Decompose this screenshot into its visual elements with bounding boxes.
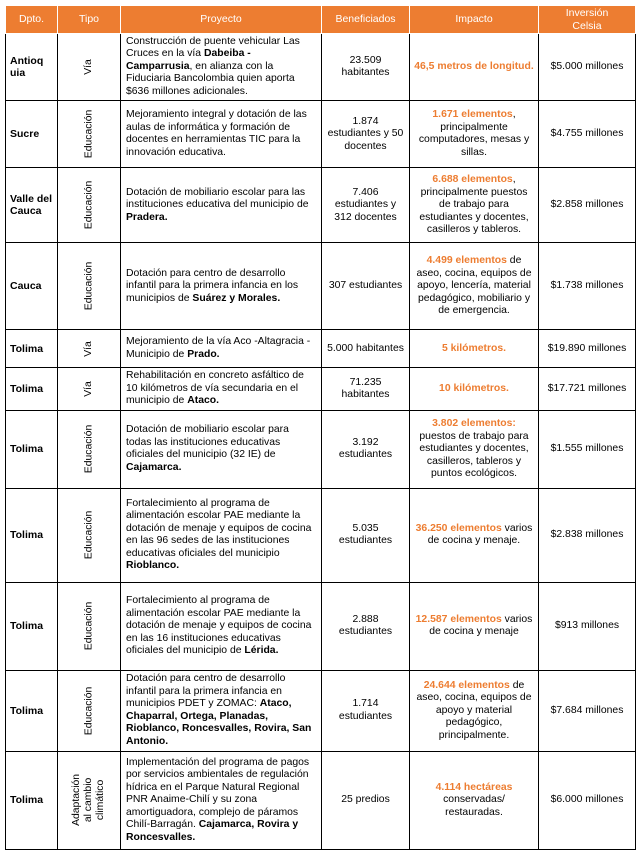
table-row <box>6 243 636 330</box>
investment-table <box>5 5 636 850</box>
cell-impacto <box>410 488 539 582</box>
cell-beneficiados: 25 predios <box>322 751 410 849</box>
cell-tipo <box>58 410 121 488</box>
cell-proyecto <box>121 751 322 849</box>
impacto-text: de aseo, cocina, equipos de apoyo y material pedagógico, principalmente. <box>416 679 532 741</box>
cell-inversion: $913 millones <box>539 582 636 670</box>
proyecto-text: Fortalecimiento al programa de alimentación escolar PAE mediante la dotación de menaje y equipos de cocina en las 16 instituciones educativas oficiales del municipio de <box>126 595 312 657</box>
table-row <box>6 582 636 670</box>
cell-impacto <box>410 330 539 368</box>
cell-inversion: $7.684 millones <box>539 670 636 751</box>
impacto-highlight: 4.114 hectáreas <box>435 781 513 793</box>
cell-impacto <box>410 34 539 101</box>
cell-dpto: Tolima <box>6 670 58 751</box>
cell-beneficiados: 1.874 estudiantes y 50 docentes <box>322 101 410 168</box>
cell-impacto <box>410 368 539 410</box>
header-proyecto: Proyecto <box>121 6 322 34</box>
cell-tipo <box>58 168 121 243</box>
proyecto-text: Dotación de mobiliario escolar para todas las instituciones educativas oficiales del municipio (32 IE) de <box>126 424 289 461</box>
cell-tipo-text: Vía <box>83 59 95 75</box>
table-body <box>6 34 636 850</box>
cell-proyecto <box>121 168 322 243</box>
cell-inversion: $5.000 millones <box>539 34 636 101</box>
cell-inversion: $19.890 millones <box>539 330 636 368</box>
proyecto-text: Cajamarca, Rovira y Roncesvalles. <box>126 819 299 843</box>
header-dpto: Dpto. <box>6 6 58 34</box>
proyecto-text: Prado. <box>187 348 220 360</box>
cell-beneficiados: 2.888 estudiantes <box>322 582 410 670</box>
cell-impacto <box>410 243 539 330</box>
cell-proyecto <box>121 368 322 410</box>
impacto-highlight: 24.644 elementos <box>423 679 510 691</box>
cell-tipo <box>58 34 121 101</box>
cell-inversion: $1.738 millones <box>539 243 636 330</box>
cell-beneficiados: 23.509 habitantes <box>322 34 410 101</box>
proyecto-text: Rioblanco. <box>126 560 180 572</box>
impacto-highlight: 12.587 elementos <box>415 613 502 625</box>
cell-proyecto <box>121 670 322 751</box>
proyecto-text: Construcción de puente vehicular Las Cruces en la vía <box>126 36 300 60</box>
cell-inversion: $17.721 millones <box>539 368 636 410</box>
proyecto-text: Dotación de mobiliario escolar para las instituciones educativa del municipio de <box>126 186 309 211</box>
cell-proyecto <box>121 101 322 168</box>
proyecto-text: Dabeiba - Camparrusia <box>126 48 251 72</box>
cell-dpto: Tolima <box>6 410 58 488</box>
cell-beneficiados: 7.406 estudiantes y 312 docentes <box>322 168 410 243</box>
cell-dpto: Valle del Cauca <box>6 168 58 243</box>
header-inversion <box>539 6 636 34</box>
cell-tipo <box>58 330 121 368</box>
cell-tipo <box>58 101 121 168</box>
cell-inversion: $4.755 millones <box>539 101 636 168</box>
cell-dpto: Tolima <box>6 582 58 670</box>
cell-inversion: $2.858 millones <box>539 168 636 243</box>
header-beneficiados: Beneficiados <box>322 6 410 34</box>
header-inversion-line2: Celsia <box>572 19 602 32</box>
cell-tipo-text: Educación <box>83 510 95 560</box>
table-row <box>6 751 636 849</box>
impacto-text: varios de cocina y menaje <box>429 613 533 638</box>
cell-dpto: Tolima <box>6 488 58 582</box>
proyecto-text: Mejoramiento de la vía Aco -Altagracia - Municipio de <box>126 336 311 360</box>
cell-tipo-text: Vía <box>83 340 95 357</box>
table-row <box>6 101 636 168</box>
cell-proyecto <box>121 330 322 368</box>
proyecto-text: Cajamarca. <box>126 461 182 473</box>
cell-tipo-text: Adaptación al cambio climático <box>71 774 106 827</box>
cell-tipo-text: Educación <box>83 261 95 311</box>
cell-dpto: Antioq uia <box>6 34 58 101</box>
proyecto-text: , en alianza con la Fiduciaria Bancolombia quien aporta $636 millones adicionales. <box>126 60 295 97</box>
impacto-highlight: 10 kilómetros. <box>439 382 509 394</box>
cell-tipo <box>58 488 121 582</box>
impacto-text: conservadas/ restauradas. <box>443 794 505 818</box>
cell-inversion: $1.555 millones <box>539 410 636 488</box>
proyecto-text: Ataco. <box>187 395 219 407</box>
impacto-text: varios de cocina y menaje. <box>427 522 533 547</box>
impacto-highlight: 5 kilómetros. <box>441 342 507 354</box>
table-row <box>6 368 636 410</box>
cell-tipo-text: Educación <box>83 601 95 651</box>
header-tipo: Tipo <box>58 6 121 34</box>
cell-beneficiados: 5.035 estudiantes <box>322 488 410 582</box>
table-row <box>6 34 636 101</box>
cell-beneficiados: 3.192 estudiantes <box>322 410 410 488</box>
cell-inversion: $6.000 millones <box>539 751 636 849</box>
cell-tipo <box>58 582 121 670</box>
cell-tipo-text: Educación <box>83 109 95 159</box>
table-row <box>6 410 636 488</box>
cell-proyecto <box>121 410 322 488</box>
cell-tipo-text: Educación <box>83 424 95 474</box>
cell-proyecto <box>121 488 322 582</box>
cell-impacto <box>410 168 539 243</box>
impacto-highlight: 6.688 elementos <box>432 174 513 186</box>
cell-proyecto <box>121 243 322 330</box>
proyecto-text: Ataco, Chaparral, Ortega, Planadas, Rioblanco, Roncesvalles, Rovira, San Antonio. <box>126 698 312 747</box>
proyecto-text: Fortalecimiento al programa de alimentación escolar PAE mediante la dotación de menaje y equipos de cocina en las 96 sedes de las instituciones educativas oficiales del municipio <box>126 497 312 559</box>
cell-impacto <box>410 101 539 168</box>
proyecto-text: Implementación del programa de pagos por servicios ambientales de regulación hídrica en el Parque Natural Regional PNR Anaime-Chilí y su zona amortiguadora, complejo de páramos Chilí-Barragán. <box>126 756 310 831</box>
cell-tipo-text: Educación <box>83 686 95 735</box>
impacto-text: puestos de trabajo para estudiantes y docentes, casilleros, tableros y puntos ecológicos. <box>419 430 529 480</box>
table-row <box>6 488 636 582</box>
cell-tipo <box>58 368 121 410</box>
header-row <box>6 6 636 34</box>
cell-impacto <box>410 410 539 488</box>
impacto-text: de aseo, cocina, equipos de apoyo, lencería, material pedagógico, mobiliario y de emergencia. <box>416 255 532 317</box>
header-impacto: Impacto <box>410 6 539 34</box>
cell-inversion: $2.838 millones <box>539 488 636 582</box>
proyecto-text: Suárez y Morales. <box>192 292 281 304</box>
cell-dpto: Tolima <box>6 751 58 849</box>
table-row <box>6 168 636 243</box>
proyecto-text: Lérida. <box>244 645 279 657</box>
cell-dpto: Cauca <box>6 243 58 330</box>
cell-tipo-text: Educación <box>83 180 95 230</box>
cell-proyecto <box>121 582 322 670</box>
impacto-highlight: 36.250 elementos <box>415 522 502 534</box>
cell-beneficiados: 1.714 estudiantes <box>322 670 410 751</box>
proyecto-text: Dotación para centro de desarrollo infantil para la primera infancia en los municipios de <box>126 267 299 304</box>
table-row <box>6 670 636 751</box>
cell-tipo <box>58 670 121 751</box>
proyecto-text: Rehabilitación en concreto asfáltico de 10 kilómetros de vía secundaria en el municipio de <box>126 370 304 407</box>
cell-impacto <box>410 582 539 670</box>
cell-dpto: Tolima <box>6 330 58 368</box>
proyecto-text: Dotación para centro de desarrollo infantil para la primera infancia en municipios PDET y ZOMAC: <box>126 673 286 710</box>
impacto-highlight: 46,5 metros de longitud. <box>414 60 534 72</box>
cell-tipo <box>58 243 121 330</box>
cell-impacto <box>410 670 539 751</box>
cell-beneficiados: 307 estudiantes <box>322 243 410 330</box>
table-row <box>6 330 636 368</box>
cell-dpto: Tolima <box>6 368 58 410</box>
proyecto-text: Mejoramiento integral y dotación de las aulas de informática y formación de docentes en herramientas TIC para la innovación educativa. <box>126 109 307 158</box>
cell-impacto <box>410 751 539 849</box>
header-inversion-line1: Inversión <box>565 7 609 20</box>
impacto-text: , principalmente computadores, mesas y sillas. <box>418 109 530 158</box>
impacto-highlight: 4.499 elementos <box>426 255 507 267</box>
impacto-text: , principalmente puestos de trabajo para estudiantes y docentes, casilleros y tableros. <box>419 174 529 236</box>
cell-proyecto <box>121 34 322 101</box>
cell-dpto: Sucre <box>6 101 58 168</box>
cell-beneficiados: 5.000 habitantes <box>322 330 410 368</box>
impacto-highlight: 1.671 elementos <box>432 109 513 121</box>
impacto-highlight: 3.802 elementos: <box>432 418 516 430</box>
cell-tipo-text: Vía <box>83 381 95 397</box>
cell-tipo <box>58 751 121 849</box>
proyecto-text: Pradera. <box>126 211 168 223</box>
cell-beneficiados: 71.235 habitantes <box>322 368 410 410</box>
